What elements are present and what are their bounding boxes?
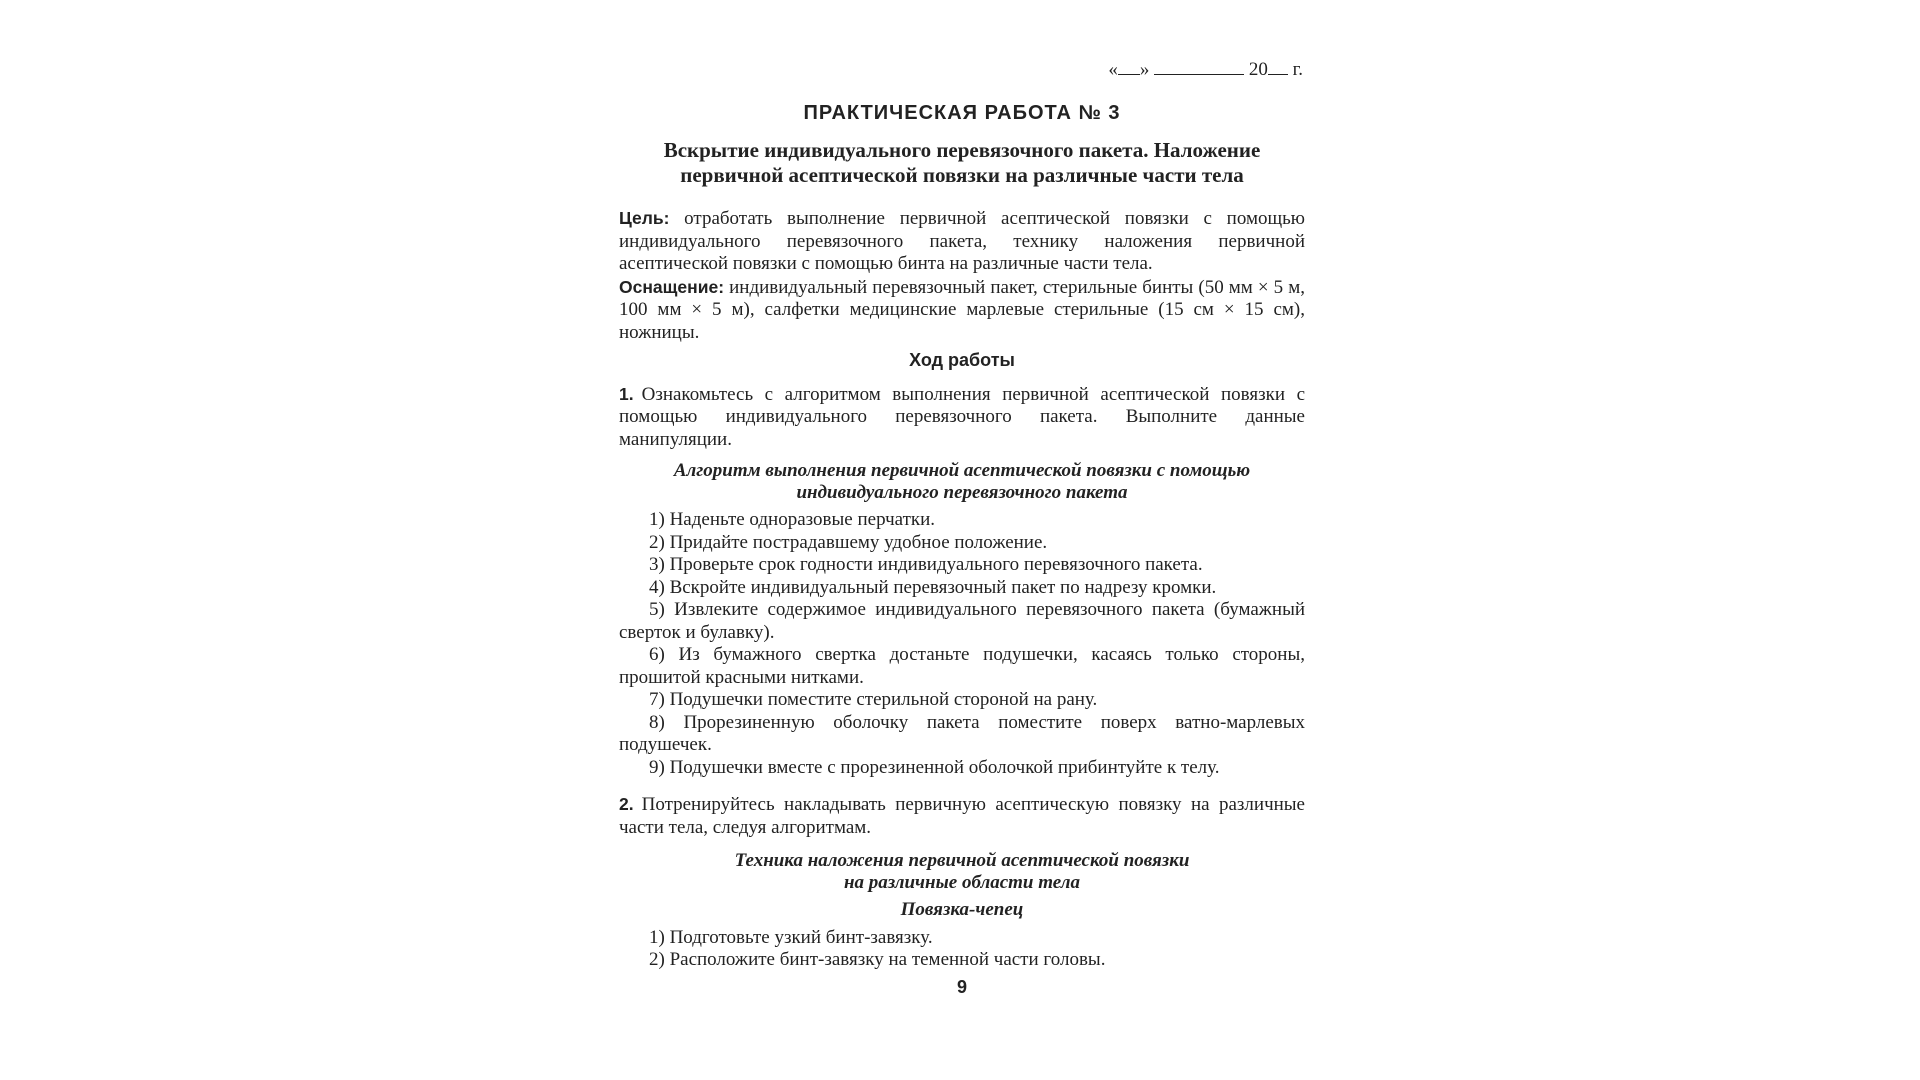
- month-blank: [1154, 58, 1244, 75]
- goal-paragraph: [619, 207, 1305, 276]
- page-number: 9: [956, 976, 967, 997]
- algorithm-step: 5) Извлеките содержимое индивидуального перевязочного пакета (бумажный сверток и булавку).: [619, 599, 1305, 643]
- algorithm-step: 7) Подушечки поместите стерильной стороной на рану.: [649, 689, 1098, 710]
- equipment-text: индивидуальный перевязочный пакет, стерильные бинты (50 мм × 5 м, 100 мм × 5 м), салфетки медицинские марлевые стерильные (15 см × 15 см), ножницы.: [619, 276, 1305, 343]
- technique-title-line-1: Техника наложения первичной асептической повязки: [734, 850, 1190, 871]
- date-century: 20: [1248, 59, 1268, 80]
- algorithm-step: 2) Придайте пострадавшему удобное положение.: [649, 531, 1048, 553]
- task-2-number: 2.: [619, 794, 634, 814]
- technique-steps: [619, 927, 1305, 972]
- algorithm-step: 8) Прорезиненную оболочку пакета поместите поверх ватно-марлевых подушечек.: [619, 711, 1305, 755]
- practical-work-title: ПРАКТИЧЕСКАЯ РАБОТА № 3: [803, 102, 1121, 124]
- topic-subtitle: [619, 138, 1305, 188]
- bandage-type-heading: Повязка-чепец: [900, 899, 1024, 920]
- equipment-label: Оснащение:: [619, 276, 725, 297]
- progress-heading: Ход работы: [909, 350, 1015, 370]
- algorithm-step: 3) Проверьте срок годности индивидуального перевязочного пакета.: [649, 554, 1203, 575]
- year-blank: [1268, 58, 1288, 75]
- algorithm-steps: [619, 509, 1305, 779]
- technique-step: 2) Расположите бинт-завязку на теменной части головы.: [649, 949, 1106, 970]
- goal-text: отработать выполнение первичной асептической повязки с помощью индивидуального перевязочного пакета, технику наложения первичной асептической повязки с помощью бинта на различные части тела.: [619, 208, 1305, 274]
- technique-title: [619, 850, 1305, 894]
- algorithm-step: 1) Наденьте одноразовые перчатки.: [649, 509, 936, 530]
- task-2-text: Потренируйтесь накладывать первичную асептическую повязку на различные части тела, следуя алгоритмам.: [619, 794, 1305, 838]
- algorithm-step: 9) Подушечки вместе с прорезиненной оболочкой прибинтуйте к телу.: [649, 756, 1220, 778]
- algorithm-title: [619, 460, 1305, 504]
- technique-title-line-2: на различные области тела: [844, 872, 1080, 893]
- date-close-quote: »: [1139, 59, 1150, 80]
- task-2: [619, 793, 1305, 839]
- subtitle-line-2: первичной асептической повязки на различные части тела: [680, 163, 1244, 187]
- technique-step: 1) Подготовьте узкий бинт-завязку.: [649, 926, 933, 948]
- day-blank: [1118, 58, 1140, 75]
- algorithm-title-line-1: Алгоритм выполнения первичной асептической повязки с помощью: [673, 460, 1251, 481]
- task-1-number: 1.: [619, 383, 634, 404]
- algorithm-step: 4) Вскройте индивидуальный перевязочный пакет по надрезу кромки.: [649, 576, 1217, 598]
- equipment-paragraph: [619, 276, 1305, 345]
- document-page: [619, 58, 1305, 998]
- task-1-text: Ознакомьтесь с алгоритмом выполнения первичной асептической повязки с помощью индивидуального перевязочного пакета. Выполните данные манипуляции.: [619, 383, 1305, 450]
- date-open-quote: «: [1108, 59, 1118, 80]
- task-1: [619, 383, 1305, 452]
- goal-label: Цель:: [619, 208, 670, 228]
- date-line: [619, 58, 1303, 84]
- algorithm-step: 6) Из бумажного свертка достаньте подушечки, касаясь только стороны, прошитой красными нитками.: [619, 644, 1305, 688]
- algorithm-title-line-2: индивидуального перевязочного пакета: [796, 482, 1128, 503]
- date-year-suffix: г.: [1292, 59, 1303, 80]
- subtitle-line-1: Вскрытие индивидуального перевязочного пакета. Наложение: [663, 138, 1261, 162]
